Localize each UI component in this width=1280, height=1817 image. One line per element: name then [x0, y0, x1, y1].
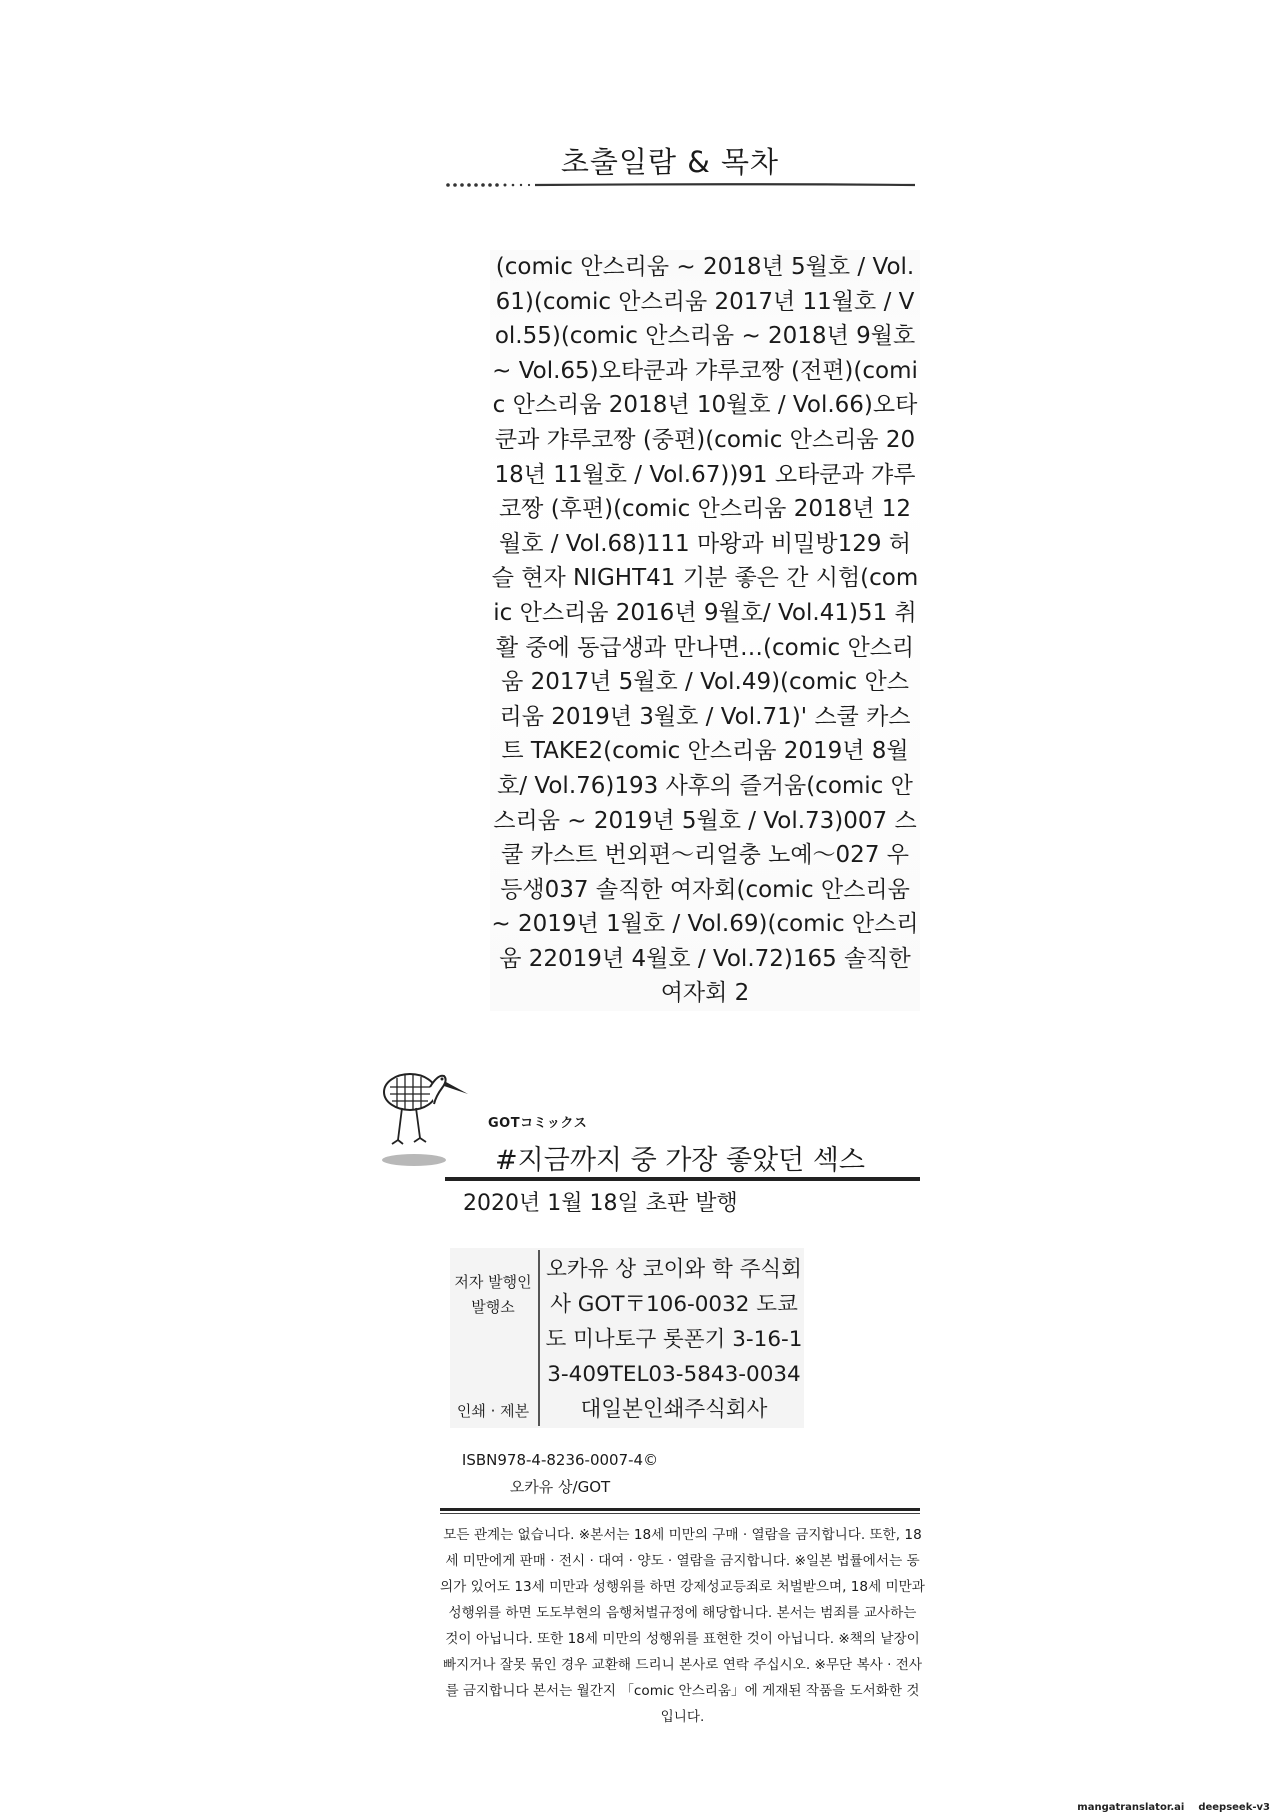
title-divider	[445, 1177, 920, 1181]
legal-divider-bottom	[440, 1513, 920, 1514]
legal-divider-top	[440, 1508, 920, 1511]
toc-contents: (comic 안스리움 ~ 2018년 5월호 / Vol.61)(comic 안스리움 2017년 11월호 / Vol.55)(comic 안스리움 ~ 2018년 9월호 ~ Vol.65)오타쿤과 갸루코짱 (전편)(comic 안스리움 2018년 10월호 / Vol.66)오타쿤과 갸루코짱 (중편)(comic 안스리움 2018년 11월호 / Vol.67))91 오타쿤과 갸루코짱 (후편)(comic 안스리움 2018년 12월호 / Vol.68)111 마왕과 비밀방129 허슬 현자 NIGHT41 기분 좋은 간 시험(comic 안스리움 2016년 9월호/ Vol.41)51 취활 중에 동급생과 만나면…(comic 안스리움 2017년 5월호 / Vol.49)(comic 안스리움 2019년 3월호 / Vol.71)' 스쿨 카스트 TAKE2(comic 안스리움 2019년 8월호/ Vol.76)193 사후의 즐거움(comic 안스리움 ~ 2019년 5월호 / Vol.73)007 스쿨 카스트 번외편〜리얼충 노예〜027 우등생037 솔직한 여자회(comic 안스리움 ~ 2019년 1월호 / Vol.69)(comic 안스리움 22019년 4월호 / Vol.72)165 솔직한 여자회 2	[490, 250, 920, 1011]
watermark-site: mangatranslator.ai	[1077, 1802, 1185, 1813]
publisher-brand: GOTコミックス	[488, 1116, 588, 1131]
copyright: 오카유 상/GOT	[509, 1478, 611, 1496]
publication-date: 2020년 1월 18일 초판 발행	[463, 1191, 738, 1216]
isbn-block	[450, 1447, 670, 1501]
colophon-labels	[452, 1270, 534, 1320]
colophon-divider	[538, 1250, 540, 1426]
label-author-publisher: 저자 발행인	[454, 1273, 532, 1291]
isbn: ISBN978-4-8236-0007-4©	[461, 1451, 659, 1469]
book-title: #지금까지 중 가장 좋았던 섹스	[495, 1145, 865, 1176]
label-print: 인쇄 · 제본	[456, 1402, 530, 1420]
bird-logo-icon	[372, 1062, 472, 1172]
colophon-info: 오카유 상 코이와 학 주식회사 GOT〒106-0032 도쿄도 미나토구 롯폰기 3-16-13-409TEL03-5843-0034 대일본인쇄주식회사	[545, 1257, 803, 1422]
watermark-model: deepseek-v3	[1198, 1802, 1270, 1813]
toc-title: 초출일람 & 목차	[560, 145, 780, 179]
watermark	[1063, 1802, 1270, 1813]
label-office: 발행소	[471, 1298, 515, 1316]
legal-notice: 모든 관계는 없습니다. ※본서는 18세 미만의 구매 · 열람을 금지합니다. 또한, 18세 미만에게 판매 · 전시 · 대여 · 양도 · 열람을 금지합니다. ※일본 법률에서는 동의가 있어도 13세 미만과 성행위를 하면 강제성교등죄로 처벌받으며, 18세 미만과 성행위를 하면 도도부현의 음행처벌규정에 해당합니다. 본서는 범죄를 교사하는 것이 아닙니다. 또한 18세 미만의 성행위를 표현한 것이 아닙니다. ※책의 낱장이 빠지거나 잘못 묶인 경우 교환해 드리니 본사로 연락 주십시오. ※무단 복사 · 전사를 금지합니다 본서는 월간지 「comic 안스리움」에 게재된 작품을 도서화한 것입니다.	[440, 1527, 925, 1725]
toc-divider	[445, 182, 920, 188]
